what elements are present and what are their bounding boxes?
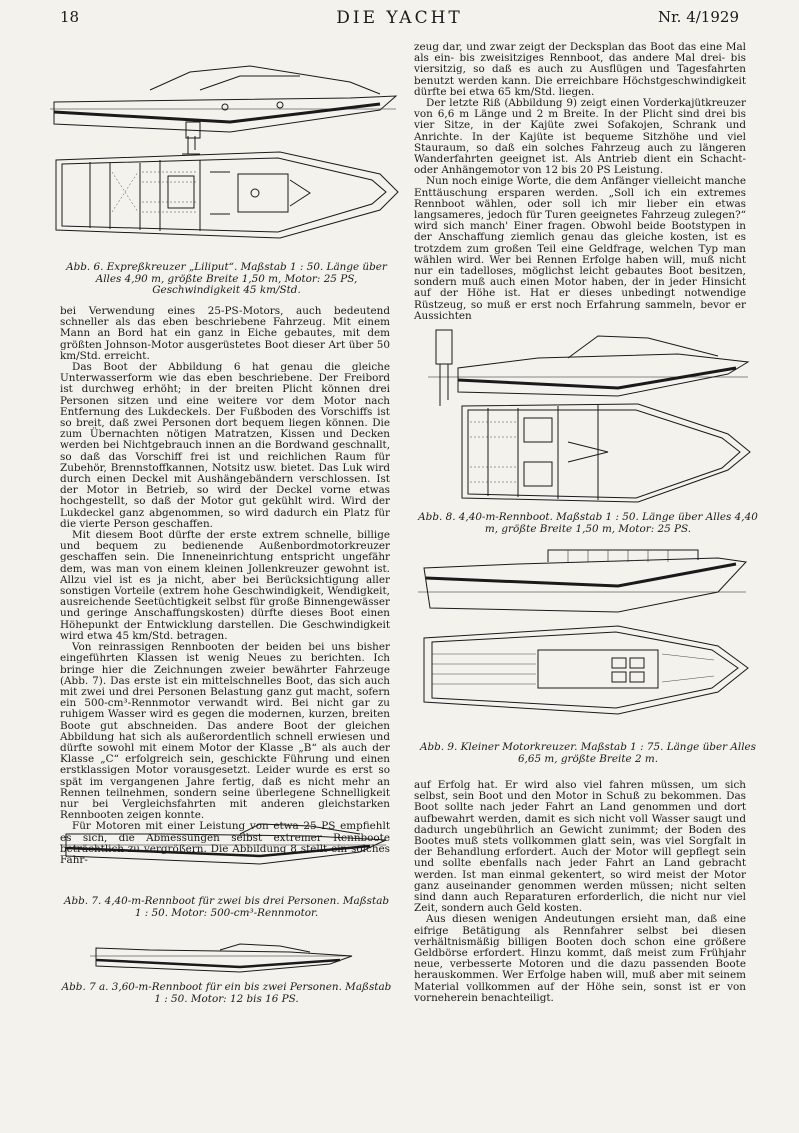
paragraph: Für Motoren mit einer Leistung von etwa 25 PS empfiehlt es sich, die Abmessungen selbst extremer Rennboote beträchtlich zu vergrößern. Die Abbildung 8 stellt ein solches Fahr- xyxy=(60,820,390,866)
figure-7a-caption: Abb. 7 a. 3,60-m-Rennboot für ein bis zwei Personen. Maßstab 1 : 50. Motor: 12 bis 16 PS. xyxy=(61,981,392,1005)
paragraph: auf Erfolg hat. Er wird also viel fahren müssen, um sich selbst, sein Boot und den Motor in Schuß zu bekommen. Das Boot sollte nach jeder Fahrt an Land genommen und dort aufbewahrt werden, damit es sich nicht voll Wasser saugt und dadurch ungebührlich an Gewicht zunimmt; der Boden des Bootes muß stets vollkommen glatt sein, was viel Sorgfalt in der Behandlung erfordert. Auch der Motor will gepflegt sein und sollte ebenfalls nach jeder Fahrt an Land gebracht werden. Ist man einmal gekentert, so wird meist der Motor ganz auseinander genommen werden müssen; nicht selten sind dann auch Reparaturen erforderlich, die nicht nur viel Zeit, sondern auch Geld kosten. xyxy=(414,779,746,915)
figure-7-caption: Abb. 7. 4,40-m-Rennboot für zwei bis drei Personen. Maßstab 1 : 50. Motor: 500-cm³-Rennmotor. xyxy=(63,895,390,919)
left-column xyxy=(60,305,390,866)
paragraph: Mit diesem Boot dürfte der erste extrem schnelle, billige und bequem zu bedienende Außenbordmotorkreuzer geschaffen sein. Die Inneneinrichtung entspricht ungefähr dem, was man von einem kleinen Jollenkreuzer gewohnt ist. Allzu viel ist es ja nicht, aber bei Berücksichtigung aller sonstigen Vorteile (extrem hohe Geschwindigkeit, Wendigkeit, ausreichende Seetüchtigkeit selbst für große Binnengewässer und geringe Anschaffungskosten) dürfte dieses Boot einen Höhepunkt der Entwicklung darstellen. Die Geschwindigkeit wird etwa 45 km/Std. betragen. xyxy=(60,529,390,642)
figure-6-drawing xyxy=(50,42,400,254)
figure-9-caption: Abb. 9. Kleiner Motorkreuzer. Maßstab 1 : 75. Länge über Alles 6,65 m, größte Breite 2 m. xyxy=(419,741,756,765)
figure-8-caption: Abb. 8. 4,40-m-Rennboot. Maßstab 1 : 50. Länge über Alles 4,40 m, größte Breite 1,50 m, Motor: 25 PS. xyxy=(418,511,758,535)
paragraph: Aus diesen wenigen Andeutungen ersieht man, daß eine eifrige Betätigung als Rennfahrer selbst bei diesen verhältnismäßig billigen Booten doch schon eine größere Geldbörse erfordert. Hinzu kommt, daß meist zum Frühjahr neue, verbesserte Motoren und die dazu passenden Boote herauskommen. Wer Erfolge haben will, muß aber mit seinem Material vollkommen auf der Höhe sein, sonst ist er von vorneherein benachteiligt. xyxy=(414,913,746,1004)
right-column-top xyxy=(414,42,746,328)
page-number: 18 xyxy=(60,8,80,26)
paragraph: Von reinrassigen Rennbooten der beiden bei uns bisher eingeführten Klassen ist wenig Neues zu berichten. Ich bringe hier die Zeichnungen zweier bewährter Fahrzeuge (Abb. 7). Das erste ist ein mittelschnelles Boot, das sich auch mit zwei und drei Personen Belastung ganz gut macht, sofern ein 500-cm³-Rennmotor verwandt wird. Bei nicht gar zu ruhigem Wasser wird es gegen die modernen, kurzen, breiten Boote gut abschneiden. Das andere Boot der gleichen Abbildung hat sich als außerordentlich schnell erwiesen und dürfte sowohl mit einem Motor der Klasse „B“ als auch der Klasse „C“ erfolgreich sein, geschickte Führung und einen erstklassigen Motor vorausgesetzt. Leider wurde es erst so spät im vergangenen Jahre fertig, daß es nicht mehr an Rennen teilnehmen, sondern seine überlegene Schnelligkeit nur bei Vergleichsfahrten mit anderen gleichstarken Rennbooten zeigen konnte. xyxy=(60,641,390,822)
right-column-bottom xyxy=(414,780,746,1040)
issue-number: Nr. 4/1929 xyxy=(658,8,739,26)
paragraph: Der letzte Riß (Abbildung 9) zeigt einen Vorderkajütkreuzer von 6,6 m Länge und 2 m Breite. In der Plicht sind drei bis vier Sitze, in der Kajüte zwei Sofakojen, Schrank und Anrichte. In der Kajüte ist bequeme Sitzhöhe und viel Stauraum, so daß ein solches Fahrzeug auch zu längeren Wanderfahrten geeignet ist. Als Antrieb dient ein Schacht- oder Anhängemotor von 12 bis 20 PS Leistung. xyxy=(414,97,746,177)
magazine-title: DIE YACHT xyxy=(336,8,463,28)
paragraph: Das Boot der Abbildung 6 hat genau die gleiche Unterwasserform wie das eben beschriebene. Der Freibord ist durchweg erhöht; in der breiten Plicht können drei Personen sitzen und eine weitere vor dem Motor nach Entfernung des Lukdeckels. Der Fußboden des Vorschiffs ist so breit, daß zwei Personen dort bequem liegen können. Die zum Übernachten nötigen Matratzen, Kissen und Decken werden bei Nichtgebrauch innen an die Bordwand geschnallt, so daß das Vorschiff frei ist und reichlichen Raum für Zubehör, Brennstoffkannen, Notsitz usw. bietet. Das Luk wird durch einen Deckel mit Aushängebändern verschlossen. Ist der Motor in Betrieb, so wird der Deckel vorne etwas hochgestellt, so daß der Motor gut gekühlt wird. Wird der Lukdeckel ganz abgenommen, so wird dadurch ein Platz für die vierte Person geschaffen. xyxy=(60,361,390,530)
figure-8-drawing xyxy=(418,322,752,510)
figure-9-drawing xyxy=(418,542,752,738)
paragraph: bei Verwendung eines 25-PS-Motors, auch bedeutend schneller als das eben beschriebene Fahrzeug. Mit einem Mann an Bord hat ein ganz in Eiche gebautes, mit dem größten Johnson-Motor ausgerüstetes Boot dieser Art über 50 km/Std. erreicht. xyxy=(60,305,390,362)
paragraph: zeug dar, und zwar zeigt der Decksplan das Boot das eine Mal als ein- bis zweisitziges Rennboot, das andere Mal drei- bis viersitzig, so daß es auch zu Ausflügen und Tagesfahrten benutzt werden kann. Die erreichbare Höchstgeschwindigkeit dürfte bei etwa 65 km/Std. liegen. xyxy=(414,41,746,98)
figure-7a-drawing xyxy=(90,940,360,978)
figure-7-drawing xyxy=(60,812,390,872)
paragraph: Nun noch einige Worte, die dem Anfänger vielleicht manche Enttäuschung ersparen werden. „Soll ich ein extremes Rennboot wählen, oder soll ich mir lieber ein etwas langsameres, jedoch für Turen geeignetes Fahrzeug zulegen?“ wird sich manch' Einer fragen. Obwohl beide Bootstypen in der Anschaffung ziemlich genau das gleiche kosten, ist es trotzdem zum großen Teil eine Geldfrage, welchen Typ man wählen wird. Wer bei Rennen Erfolge haben will, muß nicht nur ein tadelloses, möglichst leicht gebautes Boot besitzen, sondern muß auch einen Motor haben, der in jeder Hinsicht auf der Höhe ist. Hat er dieses unbedingt notwendige Rüstzeug, so muß er erst noch Erfahrung sammeln, bevor er Aussichten xyxy=(414,175,746,322)
page-header xyxy=(60,8,739,30)
figure-6-caption: Abb. 6. Expreßkreuzer „Liliput“. Maßstab 1 : 50. Länge über Alles 4,90 m, größte Breite 1,50 m, Motor: 25 PS, Geschwindigkeit 45 km/Std. xyxy=(66,261,387,297)
